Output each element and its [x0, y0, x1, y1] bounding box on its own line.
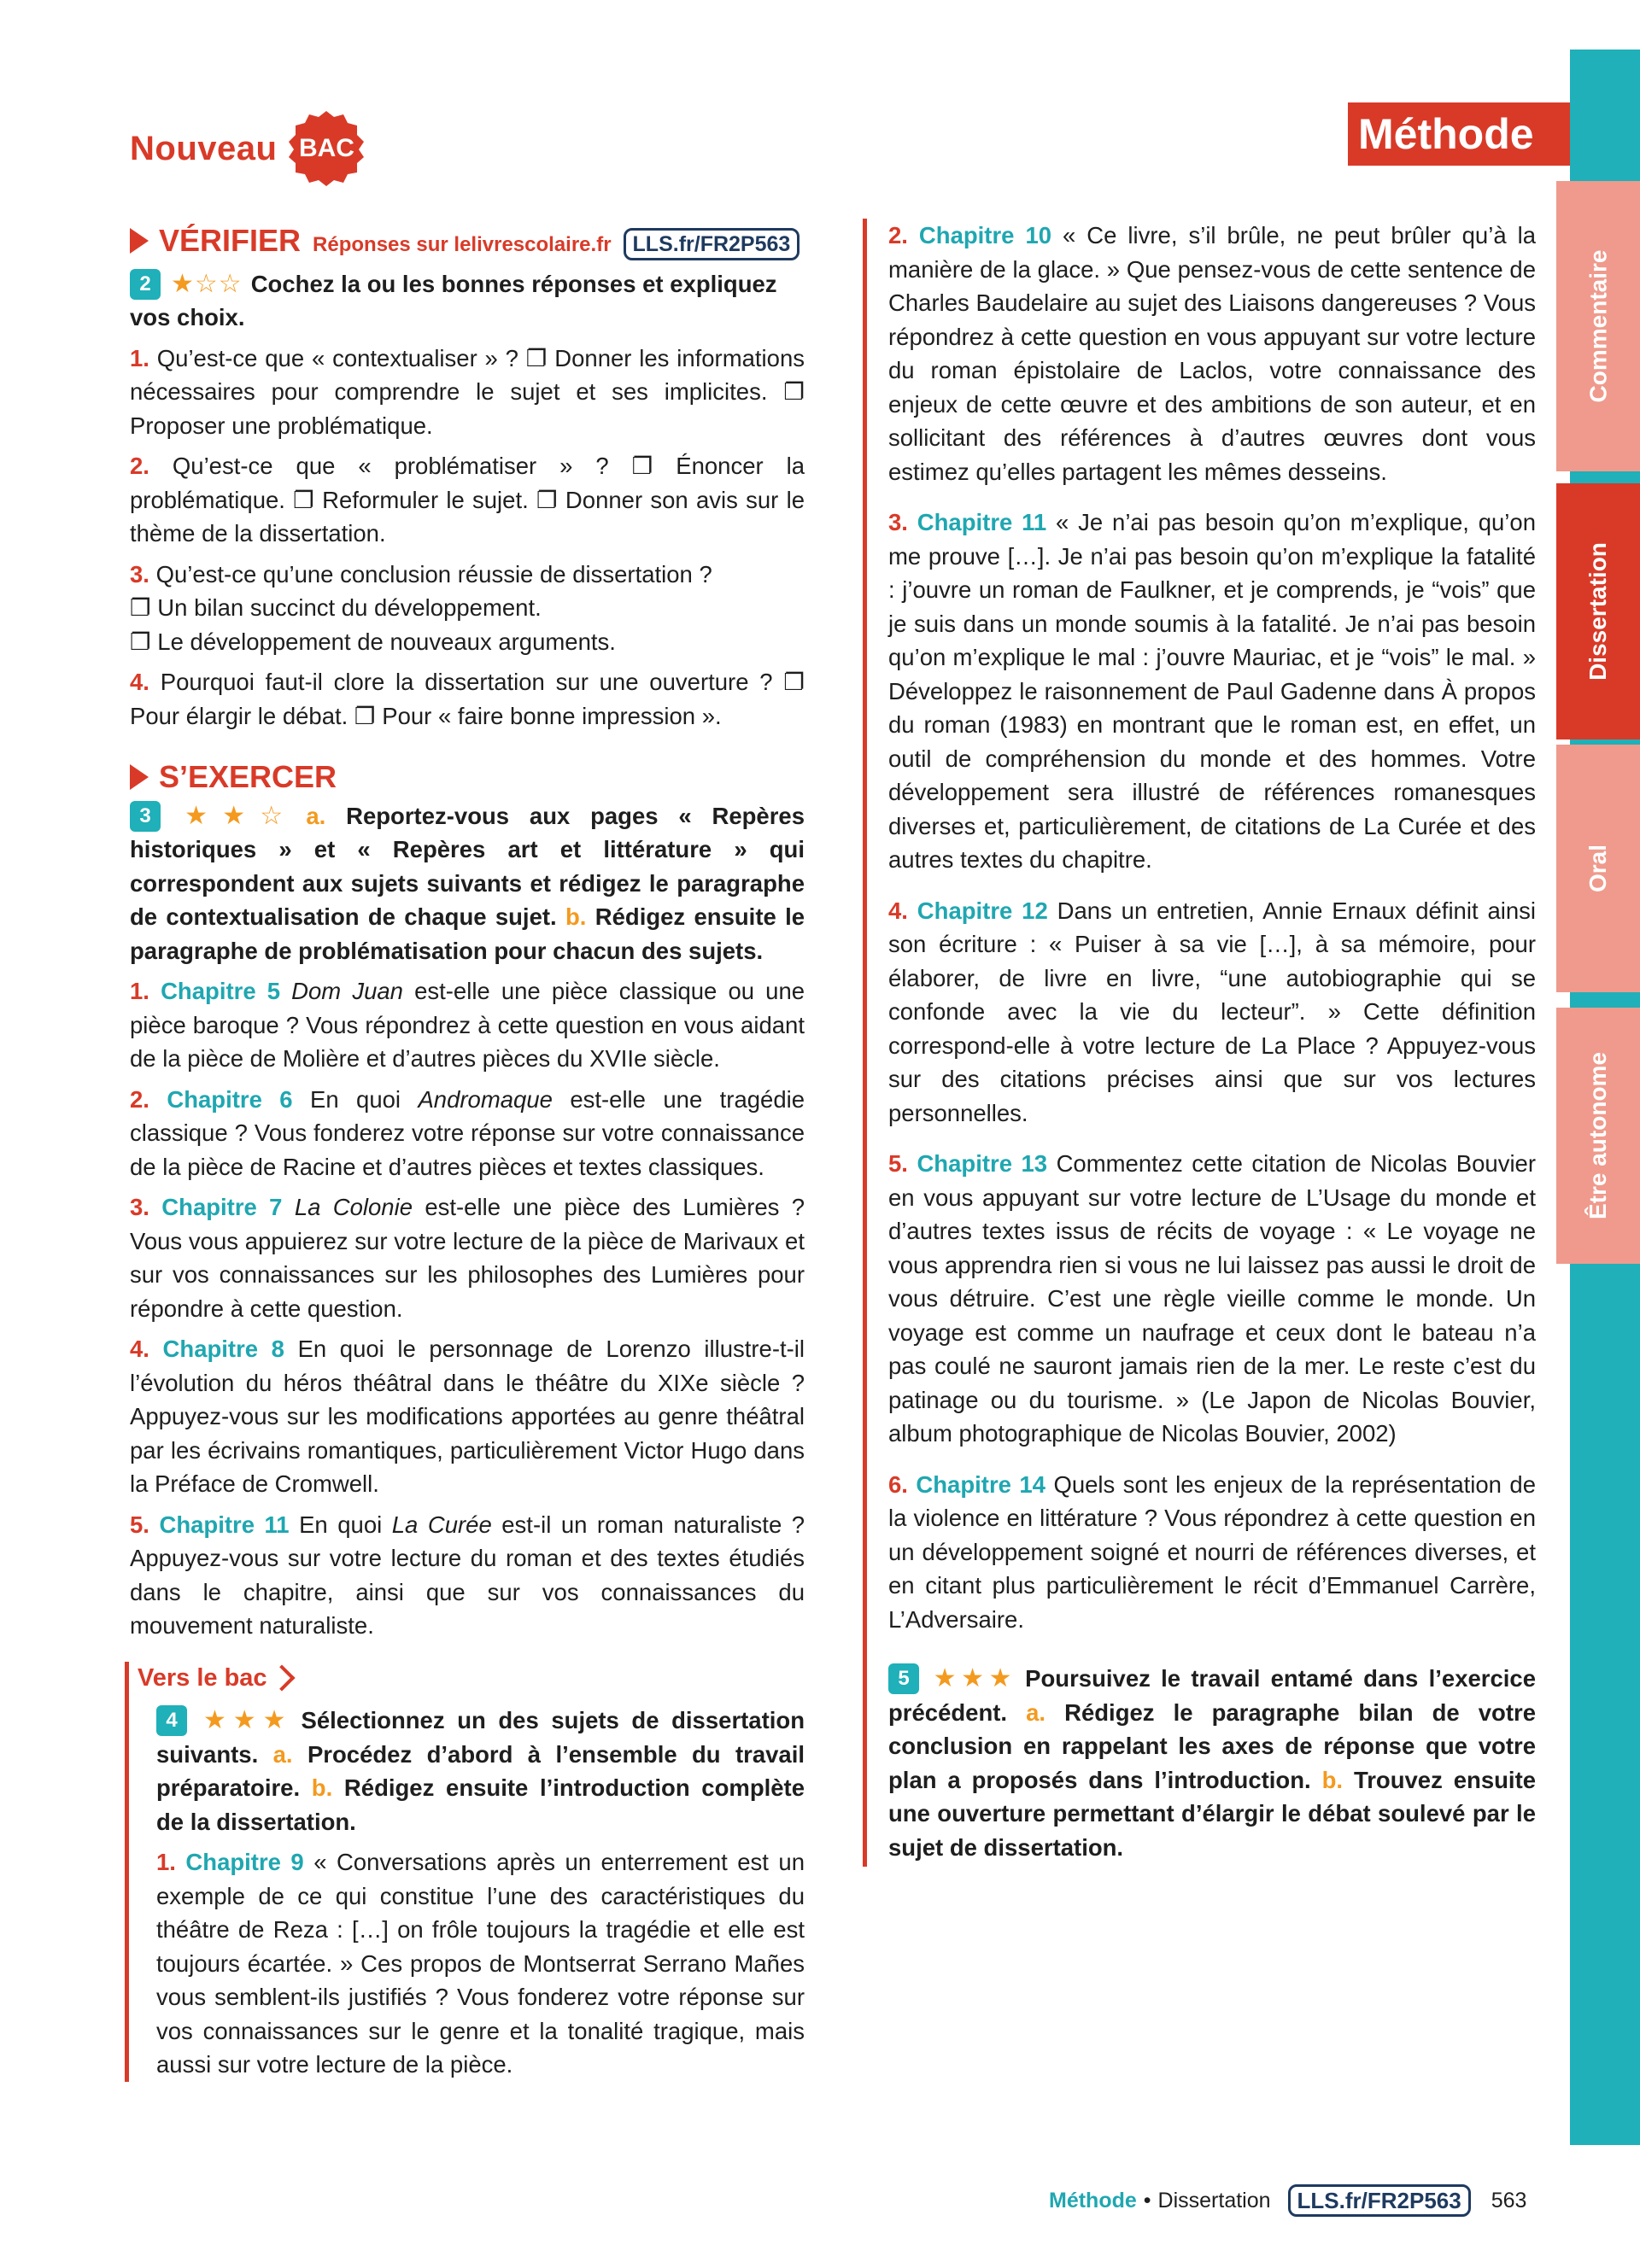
question-3: 3. Qu’est-ce qu’une conclusion réussie de dissertation ? ❐ Un bilan succinct du développement. ❐ Le développement de nouveaux arguments. — [130, 560, 712, 655]
right-column — [888, 219, 1536, 1871]
bac-badge-icon — [287, 109, 366, 188]
page-footer — [1049, 2184, 1526, 2217]
footer-subsection: Dissertation — [1157, 2188, 1271, 2212]
verifier-subtitle: Réponses sur lelivrescolaire.fr — [313, 233, 612, 256]
footer-separator: • — [1143, 2188, 1151, 2212]
triangle-icon — [130, 228, 149, 254]
difficulty-stars-icon: ★★☆ — [171, 801, 298, 830]
exercer-heading — [130, 760, 805, 794]
right-item-4: 4. Chapitre 12 Dans un entretien, Annie Ernaux définit ainsi son écriture : « Puiser à sa vie […], à sa mémoire, pour élaborer, de livre en livre, “une autobiographie qui se confonde avec la vie du lecteur”. » Cette définition correspond-elle à votre lecture de La Place ? Appuyez-vous sur des citations précises ainsi que sur vos lectures personnelles. — [888, 897, 1536, 1126]
exercise-number-badge: 5 — [888, 1663, 919, 1694]
vers-le-bac-label: Vers le bac — [138, 1662, 805, 1696]
chevron-right-icon — [268, 1665, 295, 1692]
question-3-option-2[interactable]: ❐ Le développement de nouveaux arguments. — [130, 628, 616, 655]
verifier-heading — [130, 224, 805, 262]
page-number: 563 — [1491, 2188, 1527, 2212]
footer-link[interactable]: LLS.fr/FR2P563 — [1288, 2184, 1471, 2217]
exercise-5-instruction: 5 ★★★ Poursuivez le travail entamé dans l’exercice précédent. a. Rédigez le paragraphe bilan de votre conclusion en rappelant les axes de réponse que votre plan a proposés dans l’introduction. b. Trouvez ensuite une ouverture permettant d’élargir le débat soulevé par le sujet de dissertation. — [888, 1664, 1537, 1861]
methode-section-tab: Méthode — [1348, 102, 1575, 166]
question-4: 4. Pourquoi faut-il clore la dissertation sur une ouverture ? ❐ Pour élargir le débat. ❐ Pour « faire bonne impression ». — [130, 669, 805, 729]
exercise-number-badge: 4 — [156, 1705, 187, 1736]
exercise-number-badge: 2 — [130, 269, 161, 300]
question-1: 1. Qu’est-ce que « contextualiser » ? ❐ Donner les informations nécessaires pour comprendre le sujet et ses implicites. ❐ Proposer une problématique. — [130, 344, 805, 439]
exercise-3-instruction: 3 ★★☆ a. Reportez-vous aux pages « Repères historiques » et « Repères art et littérature » qui correspondent aux sujets suivants et rédigez le paragraphe de contextualisation de chaque sujet. b. Rédigez ensuite le paragraphe de problématisation pour chacun des sujets. — [130, 801, 805, 964]
bac-text: BAC — [298, 134, 354, 162]
footer-section: Méthode — [1049, 2188, 1137, 2212]
side-tab-etre-autonome[interactable]: Être autonome — [1556, 1008, 1640, 1264]
question-3-option-1[interactable]: ❐ Un bilan succinct du développement. — [130, 594, 542, 621]
exercise-number-badge: 3 — [130, 801, 161, 832]
exercer-item-4: 4. Chapitre 8 En quoi le personnage de Lorenzo illustre-t-il l’évolution du héros théâtral dans le théâtre du XIXe siècle ? Appuyez-vous sur les modifications apportées au genre théâtral par les écrivains romantiques, particulièrement Victor Hugo dans la Préface de Cromwell. — [130, 1336, 805, 1497]
side-tab-commentaire[interactable]: Commentaire — [1556, 181, 1640, 471]
right-column-rule — [863, 219, 867, 1867]
triangle-icon — [130, 764, 149, 790]
right-item-3: 3. Chapitre 11 « Je n’ai pas besoin qu’on m’explique, qu’on me prouve […]. Je n’ai pas besoin qu’on m’explique la fatalité : j’ouvre un roman de Faulkner, et je comprends, je “vois” que je suis dans un monde soumis à la fatalité. Je n’ai pas besoin qu’on m’explique le mal : j’ouvre Mauriac, et je “vois” le mal. » Développez le raisonnement de Paul Gadenne dans À propos du roman (1983) en montrant que le roman est, en effet, un outil de compréhension du monde et des hommes. Votre développement sera illustré de références romanesques diverses et, particulièrement, de citations de La Curée et des autres textes du chapitre. — [888, 509, 1537, 873]
difficulty-stars-icon: ★☆☆ — [171, 269, 243, 298]
exercer-item-1: 1. Chapitre 5 Dom Juan est-elle une pièce classique ou une pièce baroque ? Vous répondrez à cette question en vous aidant de la pièce de Molière et d’autres pièces du XVIIe siècle. — [130, 978, 805, 1072]
exercise-2-instruction: 2 ★☆☆ Cochez la ou les bonnes réponses et expliquez vos choix. — [130, 269, 777, 330]
exercise-4-instruction: 4 ★★★ Sélectionnez un des sujets de dissertation suivants. a. Procédez d’abord à l’ensemble du travail préparatoire. b. Rédigez ensuite l’introduction complète de la dissertation. — [156, 1706, 805, 1835]
right-item-2: 2. Chapitre 10 « Ce livre, s’il brûle, ne peut brûler qu’à la manière de la glace. » Que pensez-vous de cette sentence de Charles Baudelaire au sujet des Liaisons dangereuses ? Vous répondrez à cette question en vous appuyant sur votre lecture du roman épistolaire de Laclos, votre connaissance des enjeux de cette œuvre et des ambitions de son auteur, et en sollicitant des références à d’autres œuvres dont vous estimez qu’elles partagent les mêmes desseins. — [888, 222, 1536, 485]
difficulty-stars-icon: ★★★ — [929, 1664, 1017, 1692]
vers-le-bac-item-1: 1. Chapitre 9 « Conversations après un enterrement est un exemple de ce qui constitue l’une des caractéristiques du théâtre de Reza : […] on frôle toujours la tragédie et elle est toujours écartée. » Ces propos de Montserrat Serrano Mañes vous semblent-ils justifiés ? Vous fonderez votre réponse sur vos connaissances sur le genre et la tonalité tragique, mais aussi sur votre lecture de la pièce. — [156, 1849, 805, 2078]
brand-word: Nouveau — [130, 129, 278, 167]
side-tab-dissertation[interactable]: Dissertation — [1556, 483, 1640, 739]
right-item-5: 5. Chapitre 13 Commentez cette citation de Nicolas Bouvier en vous appuyant sur votre lecture de L’Usage du monde et d’autres textes issus de récits de voyage : « Le voyage ne vous apprendra rien si vous ne lui laissez pas aussi le droit de vous détruire. C’est une règle vieille comme le monde. Un voyage est comme un naufrage et ceux dont le bateau n’a pas coulé ne sauront jamais rien de la mer. Le reste c’est du patinage ou du tourisme. » (Le Japon de Nicolas Bouvier, album photographique de Nicolas Bouvier, 2002) — [888, 1150, 1537, 1447]
left-column — [130, 224, 805, 2089]
exercer-title: S’EXERCER — [159, 759, 337, 794]
vers-le-bac-box — [125, 1662, 805, 2082]
side-tab-oral[interactable]: Oral — [1556, 745, 1640, 992]
verifier-link[interactable]: LLS.fr/FR2P563 — [624, 228, 800, 260]
difficulty-stars-icon: ★★★ — [197, 1706, 293, 1734]
exercer-item-2: 2. Chapitre 6 En quoi Andromaque est-elle une tragédie classique ? Vous fonderez votre réponse sur votre connaissance de la pièce de Racine et d’autres pièces et textes classiques. — [130, 1085, 805, 1180]
question-2: 2. Qu’est-ce que « problématiser » ? ❐ Énoncer la problématique. ❐ Reformuler le sujet. ❐ Donner son avis sur le thème de la dissertation. — [130, 453, 805, 547]
exercer-item-3: 3. Chapitre 7 La Colonie est-elle une pièce des Lumières ? Vous vous appuierez sur votre lecture de la pièce de Marivaux et sur vos connaissances sur les philosophes des Lumières pour répondre à cette question. — [130, 1194, 805, 1322]
nouveau-bac-logo — [130, 109, 366, 188]
verifier-title: VÉRIFIER — [159, 223, 302, 258]
right-item-6: 6. Chapitre 14 Quels sont les enjeux de la représentation de la violence en littérature ? Vous répondrez à cette question en un développement soigné et nourri de références diverses, et en citant plus particulièrement le récit d’Emmanuel Carrère, L’Adversaire. — [888, 1470, 1536, 1633]
exercer-item-5: 5. Chapitre 11 En quoi La Curée est-il un roman naturaliste ? Appuyez-vous sur votre lecture du roman et des textes étudiés dans le chapitre, ainsi que sur vos connaissances du mouvement naturaliste. — [130, 1511, 805, 1639]
